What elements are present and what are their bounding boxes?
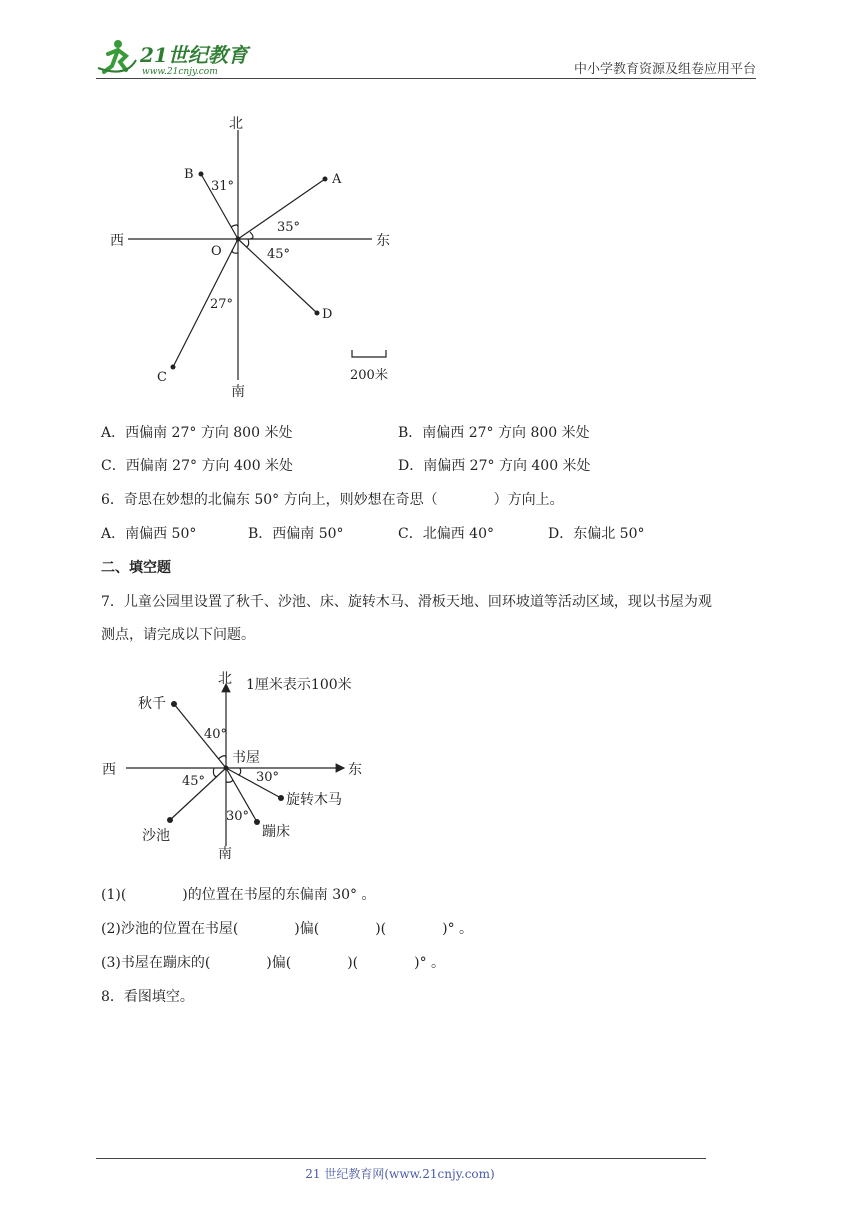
- angle-label-a: 35°: [277, 220, 301, 235]
- question-7-line-2: 测点，请完成以下问题。: [101, 627, 255, 643]
- question-8-stem: 8．看图填空。: [101, 989, 194, 1005]
- label-north: 北: [229, 116, 243, 132]
- scale-bar: [352, 350, 386, 357]
- scale-label: 200米: [350, 368, 388, 383]
- angle-label-swing: 40°: [204, 727, 228, 742]
- q7-part-3: (3)书屋在蹦床的( )偏( )( )° 。: [101, 955, 446, 971]
- label-north-2: 北: [218, 671, 232, 687]
- label-point-a: A: [332, 172, 342, 187]
- label-swing: 秋千: [138, 696, 166, 712]
- angle-label-sandpit: 45°: [182, 774, 206, 789]
- runner-logo-icon: [98, 40, 136, 72]
- q6-option-a: A．南偏西 50°: [101, 526, 197, 542]
- question-6-stem: 6．奇思在妙想的北偏东 50° 方向上，则妙想在奇思（ ）方向上。: [101, 492, 564, 508]
- label-west: 西: [110, 233, 124, 249]
- q7-part-2: (2)沙池的位置在书屋( )偏( )( )° 。: [101, 921, 474, 937]
- section-title-fill-in: 二、填空题: [101, 560, 171, 576]
- q6-option-c: C．北偏西 40°: [398, 526, 494, 542]
- label-point-d: D: [322, 307, 333, 322]
- angle-arc-d: [246, 239, 249, 247]
- platform-name: 中小学教育资源及组卷应用平台: [573, 62, 756, 77]
- option-d: D．南偏西 27° 方向 400 米处: [398, 458, 591, 474]
- question-7-line-1: 7．儿童公园里设置了秋千、沙池、床、旋转木马、滑板天地、回环坡道等活动区域，现以书屋为观: [101, 594, 712, 610]
- logo-url: www.21cnjy.com: [142, 67, 218, 77]
- label-sandpit: 沙池: [142, 828, 170, 844]
- point-b: [199, 172, 204, 177]
- angle-label-c: 27°: [210, 297, 234, 312]
- site-logo: [96, 38, 266, 80]
- footer-divider: [96, 1158, 706, 1159]
- point-d: [315, 311, 320, 316]
- label-east-2: 东: [348, 762, 362, 778]
- label-point-b: B: [184, 167, 194, 182]
- footer-link[interactable]: 21 世纪教育网(www.21cnjy.com): [305, 1167, 495, 1181]
- label-point-c: C: [157, 370, 167, 385]
- angle-label-trampoline: 30°: [226, 809, 250, 824]
- angle-label-carousel: 30°: [256, 770, 280, 785]
- park-direction-diagram: [100, 668, 370, 864]
- arc-carousel: [238, 768, 241, 775]
- angle-arc-b: [231, 225, 238, 227]
- label-origin: O: [211, 244, 222, 259]
- header-divider: [96, 78, 756, 79]
- arc-sandpit: [213, 768, 217, 777]
- logo-text: 21世纪教育: [140, 43, 248, 67]
- q6-option-b: B．西偏南 50°: [248, 526, 344, 542]
- center-point: [224, 766, 229, 771]
- trampoline-point: [254, 819, 260, 825]
- label-west-2: 西: [102, 762, 116, 778]
- angle-label-d: 45°: [267, 247, 291, 262]
- arc-trampoline: [226, 780, 233, 782]
- origin-point: [236, 237, 241, 242]
- direction-diagram-1: [100, 108, 410, 400]
- point-a: [323, 177, 328, 182]
- angle-arc-c: [232, 250, 238, 253]
- q6-option-d: D．东偏北 50°: [548, 526, 645, 542]
- sandpit-point: [167, 817, 173, 823]
- swing-point: [171, 701, 177, 707]
- scale-note: 1厘米表示100米: [246, 677, 352, 693]
- label-carousel: 旋转木马: [286, 792, 342, 808]
- label-east: 东: [376, 233, 390, 249]
- angle-label-b: 31°: [211, 179, 235, 194]
- angle-arc-a: [250, 232, 253, 239]
- option-c: C．西偏南 27° 方向 400 米处: [101, 458, 294, 474]
- label-trampoline: 蹦床: [262, 824, 290, 840]
- label-bookhouse: 书屋: [232, 750, 260, 766]
- arc-swing: [218, 756, 226, 759]
- label-south: 南: [231, 384, 245, 400]
- point-c: [171, 365, 176, 370]
- carousel-point: [278, 795, 284, 801]
- q7-part-1: (1)( )的位置在书屋的东偏南 30° 。: [101, 887, 376, 903]
- option-b: B．南偏西 27° 方向 800 米处: [398, 425, 590, 441]
- label-south-2: 南: [218, 846, 232, 862]
- option-a: A．西偏南 27° 方向 800 米处: [101, 425, 293, 441]
